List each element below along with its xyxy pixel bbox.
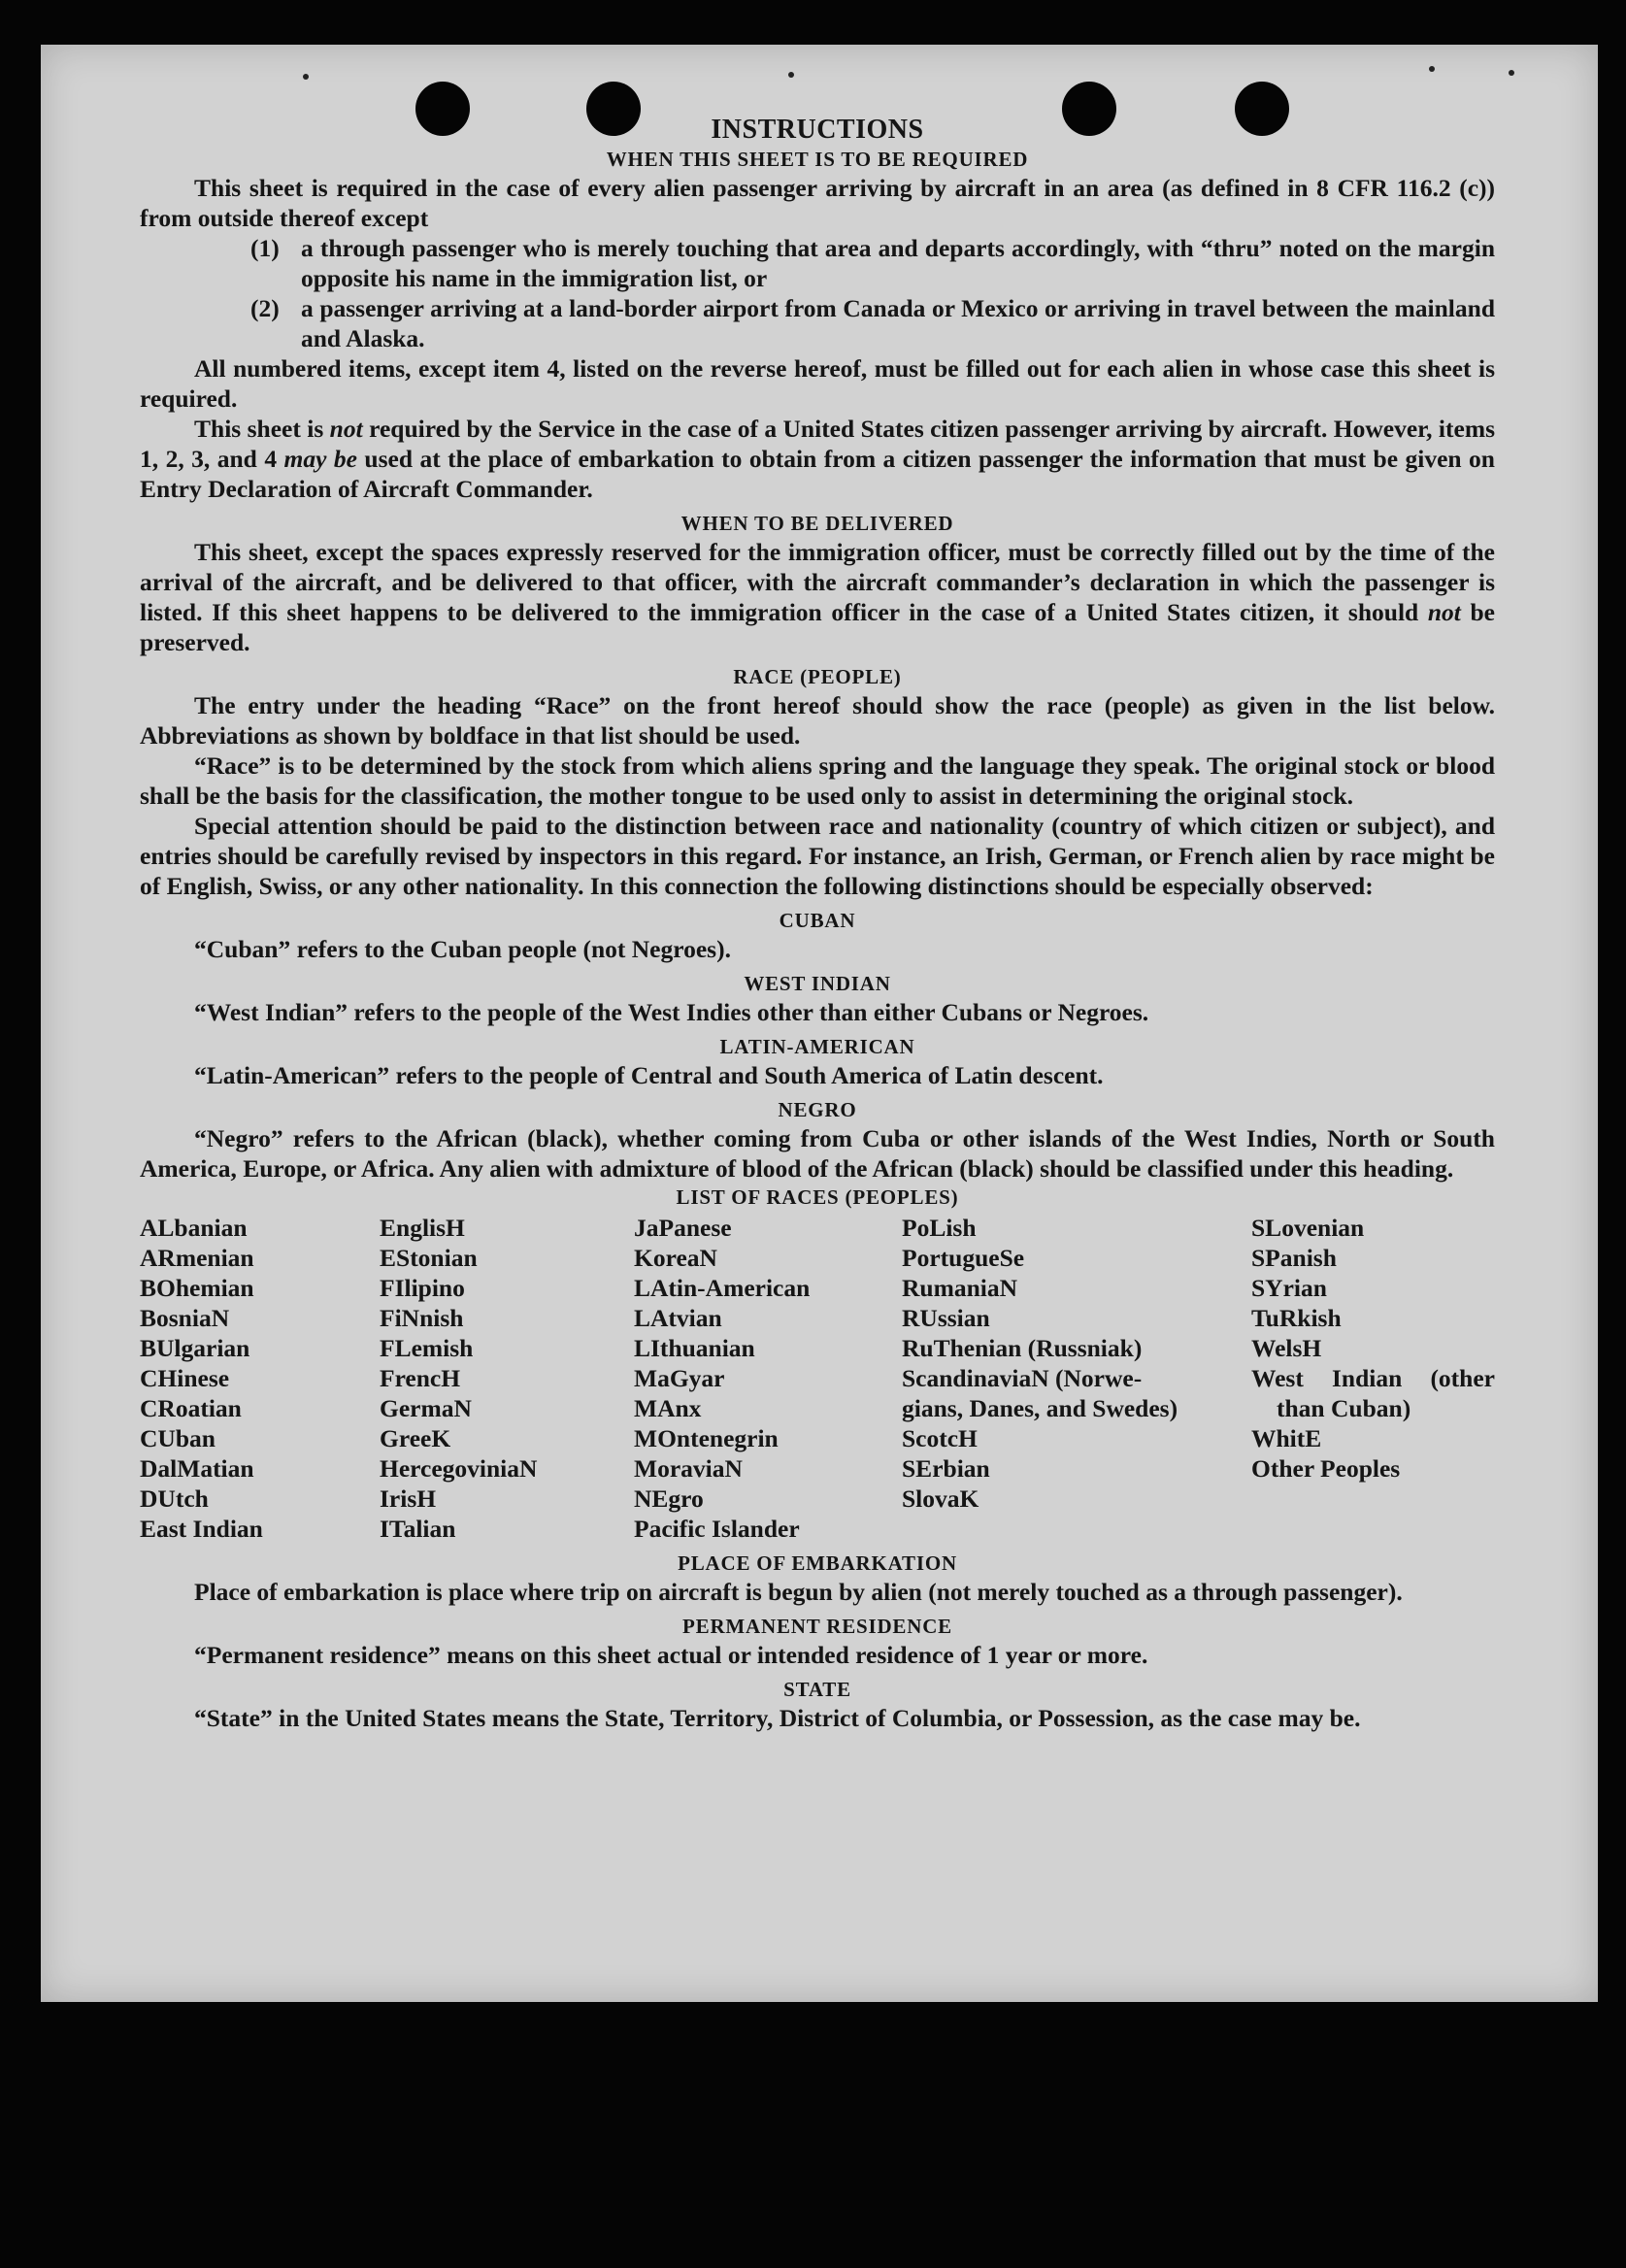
race-item: BOhemian xyxy=(140,1274,254,1302)
race-item: WhitE xyxy=(1251,1424,1322,1452)
instructions-content xyxy=(140,115,1495,1733)
race-column xyxy=(902,1213,1251,1544)
text-run: required by the Service in the case of a United States citizen passenger arriving by aircraft. However, items 1, 2, 3, and 4 xyxy=(140,415,1495,473)
race-item: HercegoviniaN xyxy=(380,1454,538,1483)
race-item: MAnx xyxy=(634,1394,702,1422)
race-item: MOntenegrin xyxy=(634,1424,779,1452)
race-item: BosniaN xyxy=(140,1304,230,1332)
paragraph xyxy=(140,537,1495,657)
paragraph: Special attention should be paid to the distinction between race and nationality (country of which citizen or subject), and entries should be carefully revised by inspectors in this regard. For instance, an Irish, German, or French alien by race might be of English, Swiss, or any other nationality. In this connection the following distinctions should be especially observed: xyxy=(140,812,1495,900)
item-number: (1) xyxy=(250,234,280,262)
race-item: BUlgarian xyxy=(140,1334,250,1362)
paragraph: “Race” is to be determined by the stock from which aliens spring and the language they speak. The original stock or blood shall be the basis for the classification, the mother tongue to be used only to assist in determining the original stock. xyxy=(140,751,1495,810)
race-item: ALbanian xyxy=(140,1214,248,1242)
race-item: ScotcH xyxy=(902,1424,978,1452)
race-item: SPanish xyxy=(1251,1244,1337,1272)
race-item: FIlipino xyxy=(380,1274,465,1302)
section-heading: RACE (PEOPLE) xyxy=(733,665,902,688)
page-title: INSTRUCTIONS xyxy=(711,115,924,145)
section-heading: CUBAN xyxy=(779,909,856,932)
paragraph: “Negro” refers to the African (black), whether coming from Cuba or other islands of the West Indies, North or South America, Europe, or Africa. Any alien with admixture of blood of the African (black) should be classified under this heading. xyxy=(140,1124,1495,1183)
race-item: SErbian xyxy=(902,1454,990,1483)
section-heading: PLACE OF EMBARKATION xyxy=(678,1551,957,1575)
item-number: (2) xyxy=(250,294,280,322)
paragraph: “Cuban” refers to the Cuban people (not Negroes). xyxy=(194,935,731,963)
race-item: Other Peoples xyxy=(1251,1454,1401,1483)
paragraph: Place of embarkation is place where trip on aircraft is begun by alien (not merely touched as a through passenger). xyxy=(194,1578,1403,1606)
paragraph: “State” in the United States means the State, Territory, District of Columbia, or Possession, as the case may be. xyxy=(194,1704,1361,1732)
emphasis: may be xyxy=(283,445,357,473)
race-item: IrisH xyxy=(380,1484,437,1513)
race-item: FiNnish xyxy=(380,1304,464,1332)
race-item: SLovenian xyxy=(1251,1214,1365,1242)
race-item: PoLish xyxy=(902,1214,977,1242)
race-item: GermaN xyxy=(380,1394,472,1422)
race-item: KoreaN xyxy=(634,1244,717,1272)
race-item: TuRkish xyxy=(1251,1304,1342,1332)
section-heading: WHEN THIS SHEET IS TO BE REQUIRED xyxy=(606,148,1029,171)
race-item: EnglisH xyxy=(380,1214,465,1242)
race-item: WelsH xyxy=(1251,1334,1322,1362)
race-item: ARmenian xyxy=(140,1244,254,1272)
race-item: LAtin-American xyxy=(634,1274,811,1302)
item-text: a passenger arriving at a land-border airport from Canada or Mexico or arriving in travel between the mainland and Alaska. xyxy=(301,294,1495,352)
race-item: RumaniaN xyxy=(902,1274,1018,1302)
race-item: CRoatian xyxy=(140,1394,242,1422)
race-item: CUban xyxy=(140,1424,216,1452)
race-item: FLemish xyxy=(380,1334,474,1362)
race-item: West Indian (other than Cuban) xyxy=(1251,1364,1495,1422)
section-heading: LATIN-AMERICAN xyxy=(719,1035,915,1058)
race-column xyxy=(380,1213,634,1544)
speck xyxy=(788,72,794,78)
race-item: RuThenian (Russniak) xyxy=(902,1334,1143,1362)
race-item: gians, Danes, and Swedes) xyxy=(902,1394,1178,1422)
emphasis: not xyxy=(329,415,363,443)
paragraph: “Permanent residence” means on this sheet actual or intended residence of 1 year or more. xyxy=(194,1641,1148,1669)
text-run: This sheet is xyxy=(194,415,330,443)
race-item: Pacific Islander xyxy=(634,1515,800,1543)
race-item: PortugueSe xyxy=(902,1244,1025,1272)
paragraph xyxy=(140,414,1495,504)
race-item: GreeK xyxy=(380,1424,451,1452)
paragraph: This sheet is required in the case of every alien passenger arriving by aircraft in an area (as defined in 8 CFR 116.2 (c)) from outside thereof except xyxy=(140,174,1495,232)
section-heading: WEST INDIAN xyxy=(744,972,891,995)
race-item: LAtvian xyxy=(634,1304,722,1332)
section-heading: PERMANENT RESIDENCE xyxy=(682,1615,952,1638)
race-item: CHinese xyxy=(140,1364,230,1392)
race-item: MaGyar xyxy=(634,1364,725,1392)
document-sheet xyxy=(41,45,1598,2002)
speck xyxy=(1429,66,1435,72)
race-column xyxy=(634,1213,902,1544)
section-heading: NEGRO xyxy=(778,1098,857,1121)
race-item: JaPanese xyxy=(634,1214,732,1242)
text-run: be preserved. xyxy=(140,598,1495,656)
race-column xyxy=(140,1213,380,1544)
race-item: MoraviaN xyxy=(634,1454,743,1483)
section-heading: LIST OF RACES (PEOPLES) xyxy=(676,1185,959,1209)
section-heading: STATE xyxy=(783,1678,851,1701)
race-item: DUtch xyxy=(140,1484,209,1513)
section-heading: WHEN TO BE DELIVERED xyxy=(680,512,954,535)
speck xyxy=(303,74,309,80)
race-item: SYrian xyxy=(1251,1274,1327,1302)
exception-item xyxy=(250,293,1495,353)
race-item: RUssian xyxy=(902,1304,990,1332)
paragraph: “West Indian” refers to the people of the West Indies other than either Cubans or Negroes. xyxy=(194,998,1149,1026)
race-item: East Indian xyxy=(140,1515,263,1543)
paragraph: All numbered items, except item 4, listed on the reverse hereof, must be filled out for each alien in whose case this sheet is required. xyxy=(140,354,1495,413)
text-run: used at the place of embarkation to obtain from a citizen passenger the information that must be given on Entry Declaration of Aircraft Commander. xyxy=(140,445,1495,503)
race-item: ITalian xyxy=(380,1515,456,1543)
text-run: This sheet, except the spaces expressly reserved for the immigration officer, must be correctly filled out by the time of the arrival of the aircraft, and be delivered to that officer, with the aircraft commander’s declaration in which the passenger is listed. If this sheet happens to be delivered to the immigration officer in the case of a United States citizen, it should xyxy=(140,538,1495,626)
emphasis: not xyxy=(1427,598,1461,626)
race-item: SlovaK xyxy=(902,1484,979,1513)
race-item: EStonian xyxy=(380,1244,478,1272)
race-item: ScandinaviaN (Norwe- xyxy=(902,1364,1143,1392)
race-item: NEgro xyxy=(634,1484,704,1513)
race-item: FrencH xyxy=(380,1364,461,1392)
paragraph: “Latin-American” refers to the people of Central and South America of Latin descent. xyxy=(194,1061,1104,1089)
item-text: a through passenger who is merely touching that area and departs accordingly, with “thru” noted on the margin opposite his name in the immigration list, or xyxy=(301,234,1495,292)
exception-item xyxy=(250,233,1495,293)
race-item: DalMatian xyxy=(140,1454,254,1483)
race-item: LIthuanian xyxy=(634,1334,755,1362)
speck xyxy=(1509,70,1514,76)
paragraph: The entry under the heading “Race” on the front hereof should show the race (people) as given in the list below. Abbreviations as shown by boldface in that list should be used. xyxy=(140,691,1495,750)
race-list xyxy=(140,1213,1495,1544)
race-column xyxy=(1251,1213,1495,1544)
